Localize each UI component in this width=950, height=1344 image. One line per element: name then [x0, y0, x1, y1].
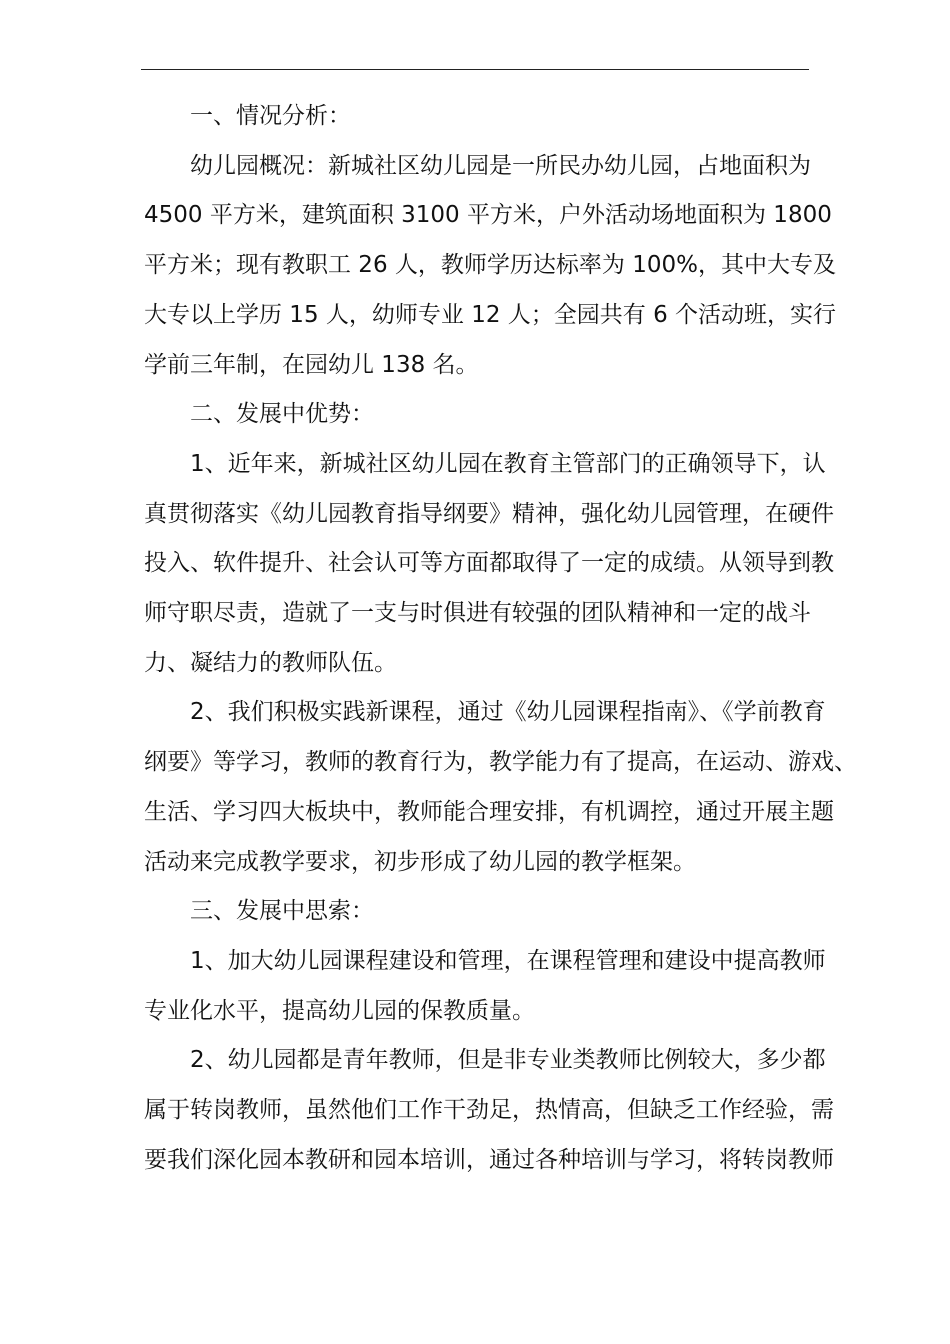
document-body: [144, 92, 857, 1185]
text-line: 学前三年制，在园幼儿 138 名。: [144, 351, 479, 378]
text-line: 幼儿园概况：新城社区幼儿园是一所民办幼儿园，占地面积为: [190, 152, 811, 179]
text-line: 真贯彻落实《幼儿园教育指导纲要》精神，强化幼儿园管理，在硬件: [144, 500, 834, 527]
text-line: 力、凝结力的教师队伍。: [144, 649, 397, 676]
text-line: 2、幼儿园都是青年教师，但是非专业类教师比例较大，多少都: [190, 1047, 826, 1074]
text-line: 要我们深化园本教研和园本培训，通过各种培训与学习，将转岗教师: [144, 1146, 834, 1173]
text-line: 平方米；现有教职工 26 人，教师学历达标率为 100%，其中大专及: [144, 252, 836, 279]
section-heading: 三、发展中思索：: [190, 898, 374, 925]
text-line: 专业化水平，提高幼儿园的保教质量。: [144, 997, 535, 1024]
section-heading: 一、情况分析：: [190, 103, 351, 129]
text-line: 1、近年来，新城社区幼儿园在教育主管部门的正确领导下，认: [190, 450, 826, 477]
text-line: 师守职尽责，造就了一支与时俱进有较强的团队精神和一定的战斗: [144, 600, 811, 627]
text-line: 4500 平方米，建筑面积 3100 平方米，户外活动场地面积为 1800: [144, 202, 832, 229]
text-line: 1、加大幼儿园课程建设和管理，在课程管理和建设中提高教师: [190, 947, 826, 974]
header-rule: [141, 69, 809, 70]
paragraph: [144, 937, 826, 1036]
section-heading: 二、发展中优势：: [190, 401, 374, 428]
paragraph: [144, 440, 834, 689]
paragraph: [144, 688, 857, 887]
text-line: 属于转岗教师，虽然他们工作干劲足，热情高，但缺乏工作经验，需: [144, 1097, 834, 1124]
text-line: 活动来完成教学要求，初步形成了幼儿园的教学框架。: [144, 848, 696, 875]
text-line: 2、我们积极实践新课程，通过《幼儿园课程指南》、《学前教育: [190, 699, 826, 726]
text-line: 纲要》等学习，教师的教育行为，教学能力有了提高，在运动、游戏、: [144, 749, 857, 776]
text-line: 投入、软件提升、社会认可等方面都取得了一定的成绩。从领导到教: [144, 550, 834, 577]
paragraph: [144, 142, 837, 391]
text-line: 生活、学习四大板块中，教师能合理安排，有机调控，通过开展主题: [144, 798, 834, 825]
paragraph: [144, 1036, 834, 1185]
text-line: 大专以上学历 15 人，幼师专业 12 人；全园共有 6 个活动班，实行: [144, 301, 837, 328]
